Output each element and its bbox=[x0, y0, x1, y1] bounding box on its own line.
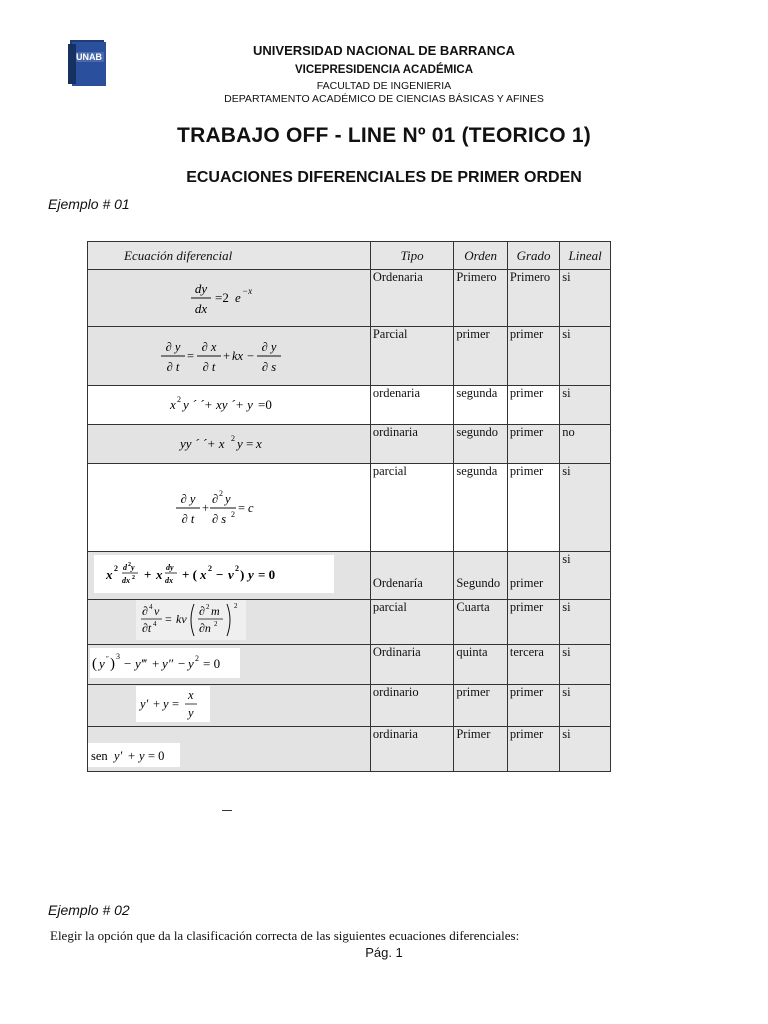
equation-5 bbox=[88, 464, 371, 552]
instruction-text: Elegir la opción que da la clasificación correcta de las siguientes ecuaciones diferenciales: bbox=[50, 928, 520, 943]
svg-text:2: 2 bbox=[114, 563, 118, 573]
svg-text:e: e bbox=[234, 290, 241, 305]
table-header-row bbox=[88, 242, 611, 270]
example-1-label: Ejemplo # 01 bbox=[48, 196, 130, 212]
svg-text:y: y bbox=[163, 696, 169, 711]
svg-text:=0: =0 bbox=[257, 397, 272, 412]
svg-text:c: c bbox=[247, 500, 254, 515]
svg-text:v: v bbox=[154, 604, 160, 618]
linear-cell: si bbox=[560, 327, 611, 386]
svg-text:(: ( bbox=[92, 655, 97, 672]
svg-text:2: 2 bbox=[176, 395, 181, 404]
svg-text:″: ″ bbox=[106, 654, 109, 663]
type-cell: ordinaria bbox=[370, 425, 454, 464]
order-cell: primer bbox=[454, 685, 508, 727]
equation-10 bbox=[88, 727, 371, 772]
svg-text:=2: =2 bbox=[214, 290, 229, 305]
svg-text:2: 2 bbox=[128, 561, 131, 568]
department-name: DEPARTAMENTO ACADÉMICO DE CIENCIAS BÁSICAS Y AFINES bbox=[224, 93, 544, 105]
table-row bbox=[88, 552, 611, 600]
linear-cell: si bbox=[560, 727, 611, 772]
equation-image bbox=[90, 648, 240, 678]
table-row bbox=[88, 425, 611, 464]
svg-text:=: = bbox=[172, 696, 180, 711]
svg-text:∂ x: ∂ x bbox=[201, 340, 217, 354]
equation-8 bbox=[88, 645, 371, 685]
svg-text:+: + bbox=[201, 500, 209, 515]
linear-cell: si bbox=[560, 600, 611, 645]
svg-text:2: 2 bbox=[234, 602, 238, 610]
table-row bbox=[88, 327, 611, 386]
order-cell: Segundo bbox=[454, 552, 508, 600]
svg-text:v: v bbox=[228, 566, 234, 582]
svg-text:∂: ∂ bbox=[211, 491, 219, 506]
svg-text:x: x bbox=[200, 566, 207, 582]
order-cell: segundo bbox=[454, 425, 508, 464]
svg-text:y′: y′ bbox=[140, 696, 149, 711]
equation-image bbox=[136, 686, 210, 722]
table-row bbox=[88, 685, 611, 727]
linear-cell: si bbox=[560, 552, 611, 600]
stray-dash bbox=[222, 810, 232, 811]
svg-text:∂ t: ∂ t bbox=[202, 360, 216, 374]
table-row bbox=[88, 600, 611, 645]
svg-text:kv: kv bbox=[176, 612, 187, 626]
svg-text:kx: kx bbox=[231, 349, 244, 363]
svg-text:4: 4 bbox=[149, 603, 153, 611]
svg-text:+: + bbox=[153, 696, 161, 711]
degree-cell: primer bbox=[507, 600, 559, 645]
equation-6 bbox=[88, 552, 371, 600]
svg-text:∂: ∂ bbox=[199, 604, 205, 618]
svg-text:y‴: y‴ bbox=[135, 655, 147, 671]
svg-text:dy: dy bbox=[166, 562, 174, 572]
svg-text:y: y bbox=[99, 655, 105, 671]
svg-text:+: + bbox=[152, 655, 160, 671]
example-2-label: Ejemplo # 02 bbox=[48, 902, 130, 918]
svg-text:+: + bbox=[222, 349, 230, 363]
degree-cell: Primero bbox=[507, 270, 559, 327]
svg-text:−: − bbox=[216, 566, 224, 582]
svg-text:x: x bbox=[156, 566, 163, 582]
svg-text:y: y bbox=[248, 566, 254, 582]
svg-text:y: y bbox=[236, 436, 243, 451]
type-cell: Ordinaria bbox=[370, 645, 454, 685]
degree-cell: primer bbox=[507, 552, 559, 600]
degree-cell: primer bbox=[507, 727, 559, 772]
type-cell: parcial bbox=[370, 600, 454, 645]
linear-cell: si bbox=[560, 685, 611, 727]
page-subtitle: ECUACIONES DIFERENCIALES DE PRIMER ORDEN bbox=[186, 169, 582, 186]
linear-cell: si bbox=[560, 270, 611, 327]
svg-text:∂: ∂ bbox=[142, 604, 148, 618]
svg-text:y: y bbox=[188, 655, 194, 671]
degree-cell: primer bbox=[507, 386, 559, 425]
svg-text:y: y bbox=[139, 749, 145, 763]
svg-text:2: 2 bbox=[214, 620, 218, 628]
svg-text:x: x bbox=[106, 566, 113, 582]
svg-text:y: y bbox=[188, 705, 194, 720]
equation-image bbox=[94, 555, 334, 593]
order-cell: segunda bbox=[454, 464, 508, 552]
linear-cell: si bbox=[560, 386, 611, 425]
svg-text:∂ t: ∂ t bbox=[166, 360, 180, 374]
svg-text:∂n: ∂n bbox=[199, 621, 211, 635]
svg-text:−: − bbox=[178, 655, 186, 671]
type-cell: Parcial bbox=[370, 327, 454, 386]
svg-text:+: + bbox=[144, 566, 152, 582]
table-row bbox=[88, 727, 611, 772]
equation-7 bbox=[88, 600, 371, 645]
table-row bbox=[88, 386, 611, 425]
equation-1 bbox=[88, 270, 371, 327]
svg-text:x: x bbox=[255, 436, 262, 451]
header-equation: Ecuación diferencial bbox=[88, 242, 371, 270]
table-row bbox=[88, 464, 611, 552]
svg-text:yy ´ ´+ x: yy ´ ´+ x bbox=[179, 436, 225, 451]
order-cell: segunda bbox=[454, 386, 508, 425]
svg-text:= 0: = 0 bbox=[203, 655, 221, 671]
svg-text:∂ y: ∂ y bbox=[261, 340, 277, 354]
svg-text:sen: sen bbox=[91, 749, 108, 763]
svg-text:+: + bbox=[128, 749, 136, 763]
svg-text:−x: −x bbox=[241, 286, 252, 296]
svg-text:y ´ ´+ xy ´+ y: y ´ ´+ xy ´+ y bbox=[182, 397, 253, 412]
svg-text:dy: dy bbox=[194, 281, 208, 296]
svg-text:2: 2 bbox=[132, 574, 135, 581]
logo-text: UNAB bbox=[76, 52, 102, 62]
order-cell: primer bbox=[454, 327, 508, 386]
degree-cell: primer bbox=[507, 464, 559, 552]
order-cell: Primer bbox=[454, 727, 508, 772]
svg-text:dx: dx bbox=[122, 575, 130, 585]
equation-3 bbox=[88, 386, 371, 425]
svg-text:= 0: = 0 bbox=[258, 566, 276, 582]
type-cell: ordenaria bbox=[370, 386, 454, 425]
svg-text:y: y bbox=[224, 491, 231, 506]
header-degree: Grado bbox=[507, 242, 559, 270]
svg-text:x: x bbox=[169, 397, 176, 412]
svg-text:y: y bbox=[131, 562, 135, 572]
svg-text:=: = bbox=[165, 612, 172, 626]
order-cell: quinta bbox=[454, 645, 508, 685]
type-cell: ordinario bbox=[370, 685, 454, 727]
svg-text:2: 2 bbox=[230, 434, 235, 443]
linear-cell: si bbox=[560, 645, 611, 685]
type-cell: ordinaria bbox=[370, 727, 454, 772]
header-type: Tipo bbox=[370, 242, 454, 270]
svg-text:y″: y″ bbox=[162, 655, 174, 671]
svg-text:2: 2 bbox=[195, 653, 199, 663]
svg-text:∂ s: ∂ s bbox=[211, 511, 227, 526]
page-number: Pág. 1 bbox=[365, 945, 403, 960]
svg-text:d: d bbox=[123, 562, 127, 572]
svg-text:∂t: ∂t bbox=[142, 621, 152, 635]
svg-text:dx: dx bbox=[165, 575, 173, 585]
header-linear: Lineal bbox=[560, 242, 611, 270]
degree-cell: primer bbox=[507, 425, 559, 464]
svg-text:=: = bbox=[237, 500, 245, 515]
svg-text:2: 2 bbox=[208, 563, 212, 573]
svg-text:=: = bbox=[245, 436, 254, 451]
equation-4 bbox=[88, 425, 371, 464]
equation-2 bbox=[88, 327, 371, 386]
order-cell: Cuarta bbox=[454, 600, 508, 645]
svg-text:2: 2 bbox=[206, 603, 210, 611]
svg-text:∂ t: ∂ t bbox=[181, 511, 195, 526]
svg-text:dx: dx bbox=[194, 301, 208, 316]
linear-cell: no bbox=[560, 425, 611, 464]
svg-text:∂ s: ∂ s bbox=[261, 360, 276, 374]
table-row bbox=[88, 270, 611, 327]
svg-text:= 0: = 0 bbox=[148, 749, 165, 763]
svg-text:x: x bbox=[188, 687, 194, 702]
university-name: UNIVERSIDAD NACIONAL DE BARRANCA bbox=[253, 43, 515, 58]
svg-text:−: − bbox=[246, 349, 254, 363]
table-row bbox=[88, 645, 611, 685]
svg-text:): ) bbox=[240, 566, 245, 582]
linear-cell: si bbox=[560, 464, 611, 552]
svg-text:2: 2 bbox=[218, 488, 223, 498]
degree-cell: primer bbox=[507, 327, 559, 386]
faculty-name: FACULTAD DE INGENIERIA bbox=[316, 80, 452, 92]
degree-cell: tercera bbox=[507, 645, 559, 685]
order-cell: Primero bbox=[454, 270, 508, 327]
type-cell: parcial bbox=[370, 464, 454, 552]
page-title: TRABAJO OFF - LINE Nº 01 (TEORICO 1) bbox=[177, 124, 591, 147]
svg-text:3: 3 bbox=[116, 651, 120, 661]
equation-9 bbox=[88, 685, 371, 727]
vice-presidency: VICEPRESIDENCIA ACADÉMICA bbox=[294, 64, 474, 76]
svg-text:2: 2 bbox=[235, 563, 239, 573]
svg-text:2: 2 bbox=[230, 509, 235, 519]
svg-text:∂ y: ∂ y bbox=[180, 491, 196, 506]
svg-text:4: 4 bbox=[153, 620, 157, 628]
type-cell: Ordenaría bbox=[370, 552, 454, 600]
svg-text:−: − bbox=[124, 655, 132, 671]
type-cell: Ordenaria bbox=[370, 270, 454, 327]
equation-image bbox=[88, 743, 180, 767]
degree-cell: primer bbox=[507, 685, 559, 727]
svg-text:∂ y: ∂ y bbox=[165, 340, 181, 354]
equation-image bbox=[136, 600, 246, 640]
svg-text:): ) bbox=[110, 655, 115, 672]
svg-text:+ (: + ( bbox=[182, 566, 197, 582]
svg-text:m: m bbox=[211, 604, 220, 618]
header-order: Orden bbox=[454, 242, 508, 270]
equations-table bbox=[87, 241, 611, 772]
svg-text:y′: y′ bbox=[114, 749, 123, 763]
svg-text:=: = bbox=[186, 349, 194, 363]
